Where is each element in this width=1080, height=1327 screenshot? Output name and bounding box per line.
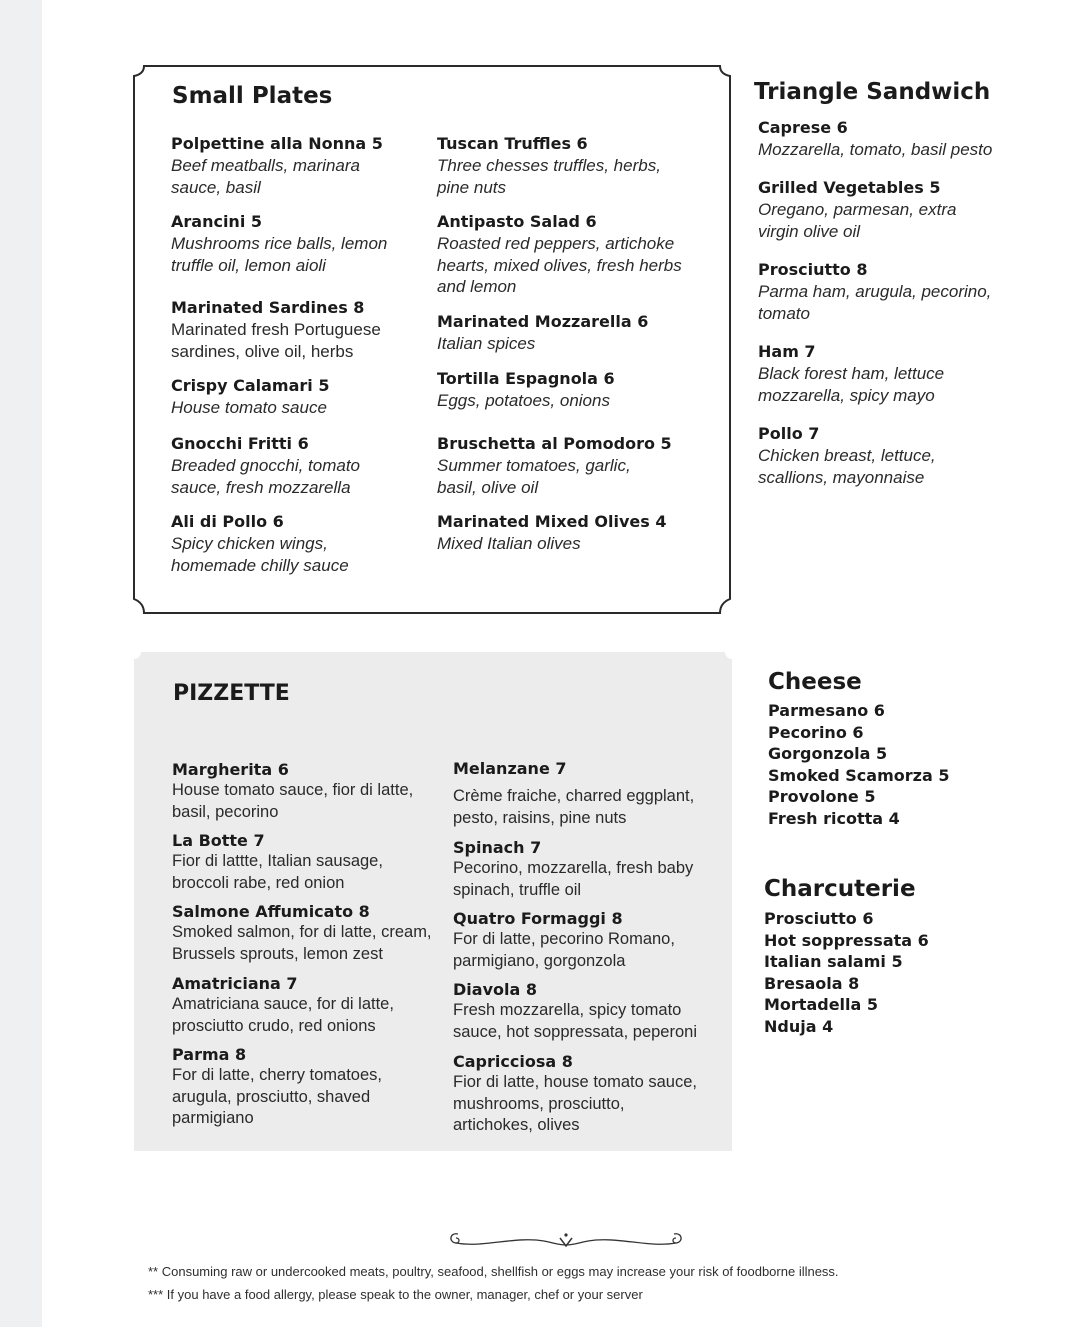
item-name: Polpettine alla Nonna 5 — [171, 134, 383, 153]
item-description: Mushrooms rice balls, lemon truffle oil, lemon aioli — [171, 234, 388, 275]
item-description: Fior di latte, house tomato sauce, mushrooms, prosciutto, artichokes, olives — [453, 1073, 697, 1134]
menu-item — [437, 133, 672, 198]
item-name: Marinated Sardines 8 — [171, 298, 365, 317]
list-item: Parmesano 6 — [768, 701, 885, 720]
list-item: Prosciutto 6 — [764, 909, 874, 928]
item-description: Amatriciana sauce, for di latte, prosciutto crudo, red onions — [172, 995, 394, 1035]
menu-item — [453, 837, 708, 901]
menu-item — [758, 423, 958, 488]
menu-item — [453, 1051, 708, 1137]
menu-item — [171, 133, 406, 198]
item-name: Amatriciana 7 — [172, 974, 298, 993]
list-item: Hot soppressata 6 — [764, 930, 929, 950]
list-item: Provolone 5 — [768, 787, 876, 807]
menu-item — [172, 1044, 402, 1130]
menu-item — [453, 758, 708, 829]
item-name: Grilled Vegetables 5 — [758, 178, 941, 197]
menu-item — [171, 433, 406, 498]
list-item: Nduja 4 — [764, 1016, 834, 1036]
list-item: Gorgonzola 5 — [768, 744, 888, 764]
menu-item — [437, 311, 682, 355]
item-name: La Botte 7 — [172, 831, 265, 850]
item-name: Arancini 5 — [171, 212, 263, 231]
item-description: Eggs, potatoes, onions — [437, 391, 610, 410]
item-name: Marinated Mixed Olives 4 — [437, 512, 667, 531]
item-name: Spinach 7 — [453, 838, 542, 857]
item-description: Oregano, parmesan, extra virgin olive oil — [758, 200, 957, 241]
item-description: Breaded gnocchi, tomato sauce, fresh mozzarella — [171, 456, 361, 497]
list-item: Smoked Scamorza 5 — [768, 765, 950, 785]
list-item: Bresaola 8 — [764, 973, 860, 993]
cheese-title: Cheese — [768, 669, 862, 695]
menu-item — [171, 297, 416, 362]
item-name: Crispy Calamari 5 — [171, 376, 330, 395]
item-description: Summer tomatoes, garlic, basil, olive oil — [437, 456, 631, 497]
item-name: Ham 7 — [758, 342, 816, 361]
list-item: Mortadella 5 — [764, 995, 879, 1015]
item-description: Mixed Italian olives — [437, 534, 581, 553]
item-description: Marinated fresh Portuguese sardines, olive oil, herbs — [171, 320, 381, 361]
cheese-list — [768, 700, 949, 830]
item-name: Diavola 8 — [453, 980, 537, 999]
item-description: Mozzarella, tomato, basil pesto — [758, 140, 993, 159]
page-margin — [0, 0, 42, 1327]
foodborne-illness-disclaimer: ** Consuming raw or undercooked meats, poultry, seafood, shellfish or eggs may increase your risk of foodborne illness. — [148, 1264, 839, 1279]
item-description: Pecorino, mozzarella, fresh baby spinach, truffle oil — [453, 859, 694, 899]
menu-item — [758, 341, 963, 406]
item-name: Melanzane 7 — [453, 759, 567, 778]
item-name: Margherita 6 — [172, 760, 289, 779]
decorative-flourish — [444, 1226, 688, 1261]
item-description: Crème fraiche, charred eggplant, pesto, raisins, pine nuts — [453, 787, 695, 827]
list-item: Fresh ricotta 4 — [768, 808, 900, 828]
item-name: Salmone Affumicato 8 — [172, 902, 370, 921]
item-name: Caprese 6 — [758, 118, 848, 137]
item-description: Parma ham, arugula, pecorino, tomato — [758, 282, 992, 323]
menu-item — [172, 973, 412, 1037]
menu-item — [171, 511, 406, 576]
item-name: Bruschetta al Pomodoro 5 — [437, 434, 672, 453]
item-description: Fior di lattte, Italian sausage, broccoli rabe, red onion — [172, 852, 383, 892]
item-name: Tortilla Espagnola 6 — [437, 369, 615, 388]
item-name: Capricciosa 8 — [453, 1052, 573, 1071]
menu-item — [453, 908, 693, 972]
item-description: Spicy chicken wings, homemade chilly sauce — [171, 534, 349, 575]
item-description: House tomato sauce, fior di latte, basil, pecorino — [172, 781, 414, 821]
item-name: Gnocchi Fritti 6 — [171, 434, 309, 453]
item-description: Beef meatballs, marinara sauce, basil — [171, 156, 360, 197]
menu-item — [172, 830, 402, 894]
item-name: Quatro Formaggi 8 — [453, 909, 623, 928]
item-description: Roasted red peppers, artichoke hearts, mixed olives, fresh herbs and lemon — [437, 234, 682, 296]
menu-item — [453, 979, 708, 1043]
list-item: Pecorino 6 — [768, 722, 864, 742]
item-description: Three chesses truffles, herbs, pine nuts — [437, 156, 661, 197]
small-plates-title: Small Plates — [172, 83, 333, 109]
menu-item — [171, 211, 416, 276]
item-name: Marinated Mozzarella 6 — [437, 312, 649, 331]
charcuterie-title: Charcuterie — [764, 876, 916, 902]
menu-item — [758, 177, 978, 242]
item-name: Pollo 7 — [758, 424, 820, 443]
item-description: Chicken breast, lettuce, scallions, mayonnaise — [758, 446, 936, 487]
food-allergy-disclaimer: *** If you have a food allergy, please speak to the owner, manager, chef or your server — [148, 1287, 643, 1302]
item-name: Parma 8 — [172, 1045, 247, 1064]
item-name: Tuscan Truffles 6 — [437, 134, 588, 153]
menu-item — [437, 211, 687, 298]
item-description: House tomato sauce — [171, 398, 327, 417]
item-name: Ali di Pollo 6 — [171, 512, 284, 531]
item-name: Antipasto Salad 6 — [437, 212, 597, 231]
menu-item — [172, 759, 432, 823]
menu-item — [437, 511, 682, 555]
item-description: For di latte, cherry tomatoes, arugula, prosciutto, shaved parmigiano — [172, 1066, 382, 1127]
charcuterie-list — [764, 908, 929, 1038]
triangle-sandwich-title: Triangle Sandwich — [754, 79, 991, 105]
menu-item — [171, 375, 416, 419]
item-description: Black forest ham, lettuce mozzarella, spicy mayo — [758, 364, 945, 405]
item-description: For di latte, pecorino Romano, parmigiano, gorgonzola — [453, 930, 675, 970]
menu-item — [758, 117, 1028, 161]
menu-item — [437, 368, 682, 412]
menu-item — [172, 901, 442, 965]
menu-item — [437, 433, 672, 498]
item-name: Prosciutto 8 — [758, 260, 868, 279]
pizzette-title: PIZZETTE — [173, 681, 290, 706]
item-description: Fresh mozzarella, spicy tomato sauce, hot soppressata, peperoni — [453, 1001, 697, 1041]
item-description: Smoked salmon, for di latte, cream, Brussels sprouts, lemon zest — [172, 923, 432, 963]
list-item: Italian salami 5 — [764, 952, 903, 972]
menu-item — [758, 259, 1020, 324]
item-description: Italian spices — [437, 334, 536, 353]
